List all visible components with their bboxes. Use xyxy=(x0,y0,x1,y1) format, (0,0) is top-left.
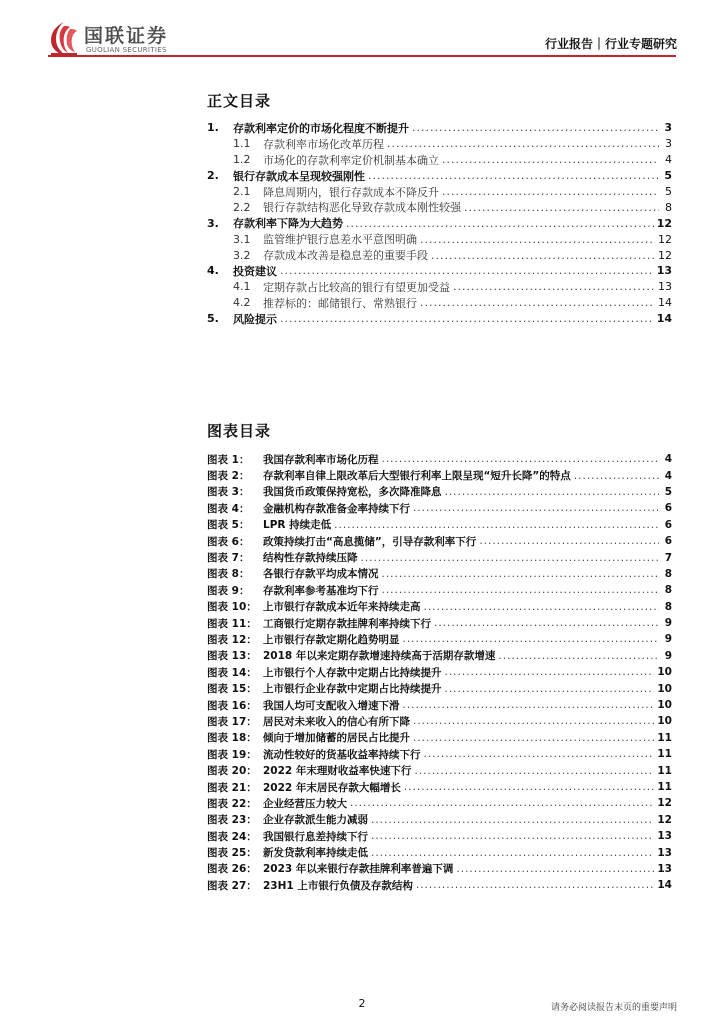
chart-toc-entry[interactable] xyxy=(207,533,672,549)
chart-leader-dots xyxy=(416,879,655,891)
toc-entry-number: 4.1 xyxy=(233,280,251,294)
toc-entry[interactable] xyxy=(207,120,672,136)
chart-entry-title: 企业经营压力较大 xyxy=(263,797,347,810)
toc-entry-page: 3 xyxy=(665,137,672,151)
chart-entry-title: 我国银行息差持续下行 xyxy=(263,830,368,843)
chart-leader-dots xyxy=(445,666,655,678)
chart-entry-label: 图表 6： xyxy=(207,535,250,548)
chart-leader-dots xyxy=(403,633,660,645)
chart-entry-page: 7 xyxy=(664,551,672,564)
toc-entry-page: 14 xyxy=(658,296,672,310)
chart-leader-dots xyxy=(414,765,654,777)
chart-toc-entry[interactable] xyxy=(207,500,672,516)
chart-entry-label: 图表 21： xyxy=(207,781,257,794)
chart-entry-label: 图表 18： xyxy=(207,732,257,745)
chart-leader-dots xyxy=(371,814,654,826)
chart-toc-entry[interactable] xyxy=(207,795,672,811)
chart-toc-entry[interactable] xyxy=(207,762,672,778)
toc-entry[interactable] xyxy=(207,184,672,200)
charts-toc-title: 图表目录 xyxy=(207,422,272,440)
toc-entry[interactable] xyxy=(207,199,672,215)
chart-toc-entry[interactable] xyxy=(207,582,672,598)
toc-entry-page: 12 xyxy=(658,248,672,262)
toc-entry-page: 8 xyxy=(665,200,672,214)
toc-entry-title: 监管维护银行息差水平意图明确 xyxy=(263,233,417,247)
toc-leader-dots xyxy=(368,169,659,182)
chart-entry-label: 图表 17： xyxy=(207,715,257,728)
chart-entry-label: 图表 15： xyxy=(207,683,257,696)
chart-entry-label: 图表 25： xyxy=(207,847,257,860)
chart-toc-entry[interactable] xyxy=(207,713,672,729)
chart-toc-entry[interactable] xyxy=(207,648,672,664)
toc-entry[interactable] xyxy=(207,136,672,152)
chart-toc-entry[interactable] xyxy=(207,631,672,647)
chart-entry-title: 我国人均可支配收入增速下滑 xyxy=(263,699,400,712)
chart-entry-title: 我国货币政策保持宽松，多次降准降息 xyxy=(263,486,442,499)
chart-entry-title: 23H1 上市银行负债及存款结构 xyxy=(263,879,413,892)
chart-leader-dots xyxy=(350,797,654,809)
chart-entry-page: 8 xyxy=(664,600,672,613)
toc-entry-title: 风险提示 xyxy=(233,312,277,326)
toc-entry-number: 1. xyxy=(207,121,219,135)
chart-toc-entry[interactable] xyxy=(207,484,672,500)
chart-entry-title: 上市银行存款定期化趋势明显 xyxy=(263,633,400,646)
chart-entry-label: 图表 7： xyxy=(207,552,250,565)
chart-entry-page: 4 xyxy=(664,469,672,482)
toc-entry-page: 4 xyxy=(665,153,672,167)
chart-toc-entry[interactable] xyxy=(207,664,672,680)
chart-entry-label: 图表 1： xyxy=(207,453,250,466)
chart-leader-dots xyxy=(498,650,659,662)
chart-entry-label: 图表 22： xyxy=(207,797,257,810)
toc-entry-number: 3. xyxy=(207,216,219,230)
toc-entry-page: 12 xyxy=(656,216,672,230)
chart-entry-page: 11 xyxy=(657,781,672,793)
chart-entry-title: 2023 年以来银行存款挂牌利率普遍下调 xyxy=(263,863,454,876)
toc-entry-number: 3.2 xyxy=(233,248,251,262)
chart-entry-page: 4 xyxy=(664,453,672,466)
chart-entry-title: 2022 年末理财收益率快速下行 xyxy=(263,765,412,778)
chart-toc-entry[interactable] xyxy=(207,861,672,877)
toc-entry-title: 银行存款结构恶化导致存款成本刚性较强 xyxy=(263,201,461,215)
chart-toc-entry[interactable] xyxy=(207,779,672,795)
chart-entry-title: 存款利率自律上限改革后大型银行利率上限呈现“短升长降”的特点 xyxy=(263,470,571,483)
toc-entry-title: 存款成本改善是稳息差的重要手段 xyxy=(263,249,428,263)
chart-leader-dots xyxy=(361,552,660,564)
chart-leader-dots xyxy=(424,601,660,613)
chart-entry-page: 12 xyxy=(657,797,672,810)
chart-toc-entry[interactable] xyxy=(207,812,672,828)
chart-entry-label: 图表 13： xyxy=(207,650,257,663)
chart-entry-page: 13 xyxy=(657,846,672,859)
toc-leader-dots xyxy=(280,264,654,277)
chart-entry-page: 9 xyxy=(664,633,672,646)
header-divider xyxy=(48,55,676,57)
toc-entry-title: 存款利率下降为大趋势 xyxy=(233,217,343,231)
toc-leader-dots xyxy=(280,312,654,325)
chart-entry-title: 2018 年以来定期存款增速持续高于活期存款增速 xyxy=(263,650,496,663)
chart-entry-page: 13 xyxy=(657,862,672,875)
toc-entry-page: 5 xyxy=(664,169,672,183)
chart-entry-label: 图表 24： xyxy=(207,830,257,843)
toc-leader-dots xyxy=(442,153,659,166)
footer-disclaimer: 请务必阅读报告末页的重要声明 xyxy=(550,1003,677,1013)
page-number: 2 xyxy=(358,997,366,1010)
chart-entry-label: 图表 16： xyxy=(207,699,257,712)
chart-entry-label: 图表 19： xyxy=(207,748,257,761)
chart-entry-label: 图表 11： xyxy=(207,617,257,630)
chart-entry-page: 6 xyxy=(664,535,672,548)
toc-entry-page: 5 xyxy=(665,185,672,198)
toc-entry[interactable] xyxy=(207,168,672,184)
toc-entry[interactable] xyxy=(207,279,672,295)
toc-entry-number: 5. xyxy=(207,312,219,326)
toc-entry-title: 存款利率定价的市场化程度不断提升 xyxy=(233,121,409,135)
chart-leader-dots xyxy=(424,748,655,760)
guolian-logo xyxy=(48,20,208,60)
chart-toc-entry[interactable] xyxy=(207,549,672,565)
toc-entry-number: 2. xyxy=(207,169,219,183)
chart-entry-page: 12 xyxy=(657,813,672,826)
toc-entry[interactable] xyxy=(207,295,672,311)
toc-entry-number: 4. xyxy=(207,264,219,278)
chart-leader-dots xyxy=(456,863,654,875)
chart-toc-entry[interactable] xyxy=(207,877,672,893)
chart-entry-title: 各银行存款平均成本情况 xyxy=(263,568,379,581)
chart-entry-label: 图表 23： xyxy=(207,814,257,827)
chart-toc-entry[interactable] xyxy=(207,697,672,713)
chart-entry-label: 图表 14： xyxy=(207,666,257,679)
charts-toc-list xyxy=(207,451,672,894)
toc-entry[interactable] xyxy=(207,215,672,231)
toc-entry[interactable] xyxy=(207,263,672,279)
chart-leader-dots xyxy=(382,568,660,580)
toc-leader-dots xyxy=(420,296,655,309)
chart-toc-entry[interactable] xyxy=(207,730,672,746)
chart-entry-page: 14 xyxy=(657,879,672,892)
chart-leader-dots xyxy=(445,486,660,498)
chart-toc-entry[interactable] xyxy=(207,746,672,762)
chart-toc-entry[interactable] xyxy=(207,844,672,860)
toc-entry[interactable] xyxy=(207,311,672,327)
toc-entry-number: 1.2 xyxy=(233,153,251,167)
page-header xyxy=(0,0,724,62)
chart-entry-title: 我国存款利率市场化历程 xyxy=(263,453,379,466)
chart-leader-dots xyxy=(413,715,654,727)
toc-entry-title: 降息周期内，银行存款成本不降反升 xyxy=(263,185,439,199)
toc-entry-title: 市场化的存款利率定价机制基本确立 xyxy=(263,153,439,167)
chart-entry-label: 图表 12： xyxy=(207,633,257,646)
toc-entry-page: 14 xyxy=(656,312,672,326)
toc-leader-dots xyxy=(420,233,655,246)
report-category: 行业报告｜行业专题研究 xyxy=(544,37,677,51)
chart-leader-dots xyxy=(371,830,654,842)
chart-entry-page: 11 xyxy=(657,764,672,777)
chart-entry-page: 13 xyxy=(657,830,672,843)
toc-entry-title: 推荐标的：邮储银行、常熟银行 xyxy=(263,296,417,310)
chart-entry-page: 9 xyxy=(664,649,672,662)
chart-entry-label: 图表 26： xyxy=(207,863,257,876)
toc-leader-dots xyxy=(453,280,655,293)
chart-leader-dots xyxy=(382,453,660,465)
toc-entry-number: 1.1 xyxy=(233,137,251,151)
chart-entry-title: 工商银行定期存款挂牌利率持续下行 xyxy=(263,617,431,630)
chart-toc-entry[interactable] xyxy=(207,828,672,844)
chart-entry-title: 上市银行个人存款中定期占比持续提升 xyxy=(263,666,442,679)
chart-entry-label: 图表 5： xyxy=(207,519,250,532)
chart-entry-title: 政策持续打击“高息揽储”，引导存款利率下行 xyxy=(263,535,477,548)
chart-toc-entry[interactable] xyxy=(207,680,672,696)
chart-entry-title: 上市银行存款成本近年来持续走高 xyxy=(263,601,421,614)
chart-entry-title: 新发贷款利率持续走低 xyxy=(263,847,368,860)
chart-leader-dots xyxy=(382,584,660,596)
toc-leader-dots xyxy=(346,217,654,230)
chart-leader-dots xyxy=(445,683,655,695)
chart-entry-page: 8 xyxy=(664,567,672,580)
toc-entry-page: 13 xyxy=(656,264,672,278)
toc-entry-number: 3.1 xyxy=(233,232,251,246)
chart-entry-title: 倾向于增加储蓄的居民占比提升 xyxy=(263,732,410,745)
chart-entry-label: 图表 10： xyxy=(207,601,257,614)
toc-entry[interactable] xyxy=(207,231,672,247)
toc-list xyxy=(207,120,672,327)
chart-leader-dots xyxy=(434,617,659,629)
chart-leader-dots xyxy=(413,732,654,744)
toc-entry-title: 银行存款成本呈现较强刚性 xyxy=(233,169,365,183)
chart-toc-entry[interactable] xyxy=(207,517,672,533)
chart-entry-title: 结构性存款持续压降 xyxy=(263,552,358,565)
toc-entry-title: 定期存款占比较高的银行有望更加受益 xyxy=(263,280,450,294)
chart-entry-title: 企业存款派生能力减弱 xyxy=(263,814,368,827)
chart-leader-dots xyxy=(479,535,659,547)
toc-entry-number: 2.2 xyxy=(233,200,251,214)
chart-leader-dots xyxy=(574,470,659,482)
chart-entry-label: 图表 2： xyxy=(207,470,250,483)
chart-entry-title: 流动性较好的货基收益率持续下行 xyxy=(263,748,421,761)
toc-leader-dots xyxy=(464,201,659,214)
toc-entry-page: 13 xyxy=(658,280,672,294)
chart-entry-page: 10 xyxy=(657,666,672,679)
toc-entry[interactable] xyxy=(207,247,672,263)
toc-entry[interactable] xyxy=(207,152,672,168)
toc-leader-dots xyxy=(412,121,659,134)
chart-toc-entry[interactable] xyxy=(207,451,672,467)
chart-entry-title: LPR 持续走低 xyxy=(263,519,332,532)
chart-entry-page: 6 xyxy=(664,502,672,515)
guolian-logo-icon xyxy=(48,20,80,56)
toc-entry-page: 12 xyxy=(658,232,672,246)
chart-leader-dots xyxy=(334,519,659,531)
toc-entry-number: 2.1 xyxy=(233,185,251,198)
chart-entry-page: 11 xyxy=(657,748,672,761)
chart-toc-entry[interactable] xyxy=(207,467,672,483)
chart-entry-page: 5 xyxy=(664,485,672,498)
chart-toc-entry[interactable] xyxy=(207,615,672,631)
chart-entry-page: 10 xyxy=(657,682,672,695)
chart-entry-title: 存款利率参考基准均下行 xyxy=(263,584,379,597)
chart-entry-title: 居民对未来收入的信心有所下降 xyxy=(263,715,410,728)
chart-entry-title: 金融机构存款准备金率持续下行 xyxy=(263,502,410,515)
toc-entry-page: 3 xyxy=(664,121,672,135)
chart-entry-label: 图表 9： xyxy=(207,584,250,597)
chart-leader-dots xyxy=(403,699,655,711)
chart-entry-page: 10 xyxy=(657,715,672,728)
chart-leader-dots xyxy=(404,781,654,793)
chart-entry-page: 10 xyxy=(657,699,672,712)
logo-chinese-text: 国联证券 xyxy=(84,25,169,47)
chart-toc-entry[interactable] xyxy=(207,566,672,582)
chart-entry-label: 图表 20： xyxy=(207,765,257,778)
chart-entry-label: 图表 3： xyxy=(207,486,250,499)
toc-leader-dots xyxy=(442,185,659,198)
chart-toc-entry[interactable] xyxy=(207,599,672,615)
chart-entry-page: 6 xyxy=(664,518,672,531)
chart-entry-page: 11 xyxy=(657,731,672,744)
chart-entry-page: 8 xyxy=(664,584,672,597)
toc-title: 正文目录 xyxy=(207,92,272,110)
toc-leader-dots xyxy=(431,249,655,262)
chart-leader-dots xyxy=(413,502,659,514)
toc-entry-number: 4.2 xyxy=(233,296,251,310)
chart-entry-title: 2022 年末居民存款大幅增长 xyxy=(263,781,401,794)
toc-entry-title: 投资建议 xyxy=(233,264,277,278)
chart-entry-label: 图表 8： xyxy=(207,568,250,581)
chart-entry-label: 图表 4： xyxy=(207,502,250,515)
chart-leader-dots xyxy=(371,847,654,859)
chart-entry-title: 上市银行企业存款中定期占比持续提升 xyxy=(263,683,442,696)
toc-entry-title: 存款利率市场化改革历程 xyxy=(263,137,384,151)
chart-entry-page: 9 xyxy=(664,617,672,630)
logo-english-text: GUOLIAN SECURITIES xyxy=(86,46,167,54)
chart-entry-label: 图表 27： xyxy=(207,879,257,892)
toc-leader-dots xyxy=(387,137,659,150)
